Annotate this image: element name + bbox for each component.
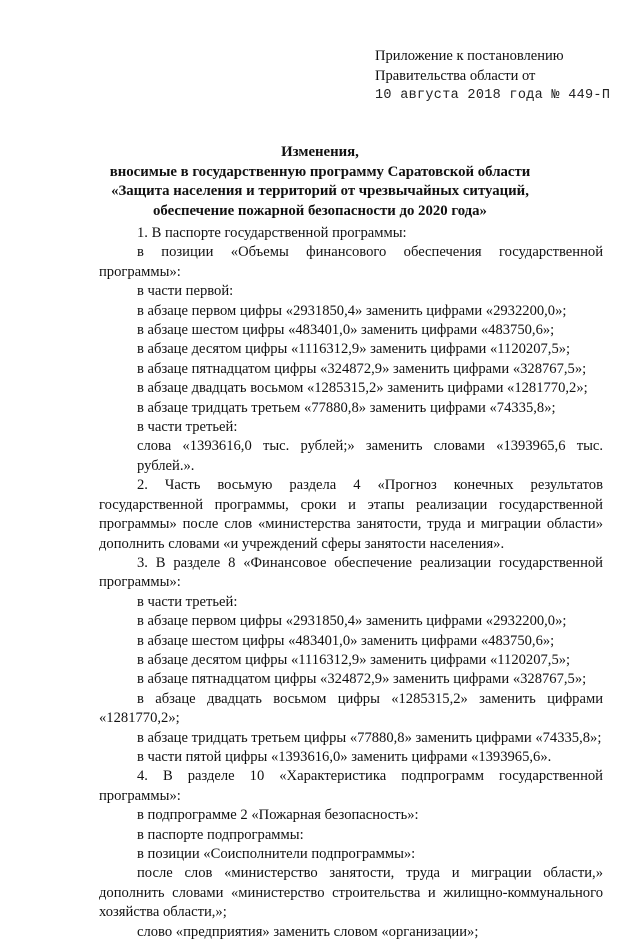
paragraph: в позиции «Объемы финансового обеспечения государственной программы»: [99, 244, 603, 280]
paragraph: 1. В паспорте государственной программы: [137, 225, 407, 241]
paragraph: в части третьей: [137, 593, 238, 610]
paragraph: в абзаце первом цифры «2931850,4» заменить цифрами «2932200,0»; [137, 302, 567, 319]
appendix-line-2: Правительства области от [375, 67, 536, 84]
decree-date-stamp: 10 августа 2018 года № 449-П [375, 88, 611, 103]
paragraph: в абзаце десятом цифры «1116312,9» заменить цифрами «1120207,5»; [137, 651, 571, 668]
paragraph: 2. Часть восьмую раздела 4 «Прогноз конечных результатов государственной программы, сроки и этапы реализации государственной программы» после слов «министерства занятости, труда и миграции области» дополнить словами «и учреждений сферы занятости населения». [99, 477, 603, 552]
paragraph: в абзаце тридцать третьем цифры «77880,8» заменить цифрами «74335,8»; [137, 729, 602, 746]
paragraph: в абзаце первом цифры «2931850,4» заменить цифрами «2932200,0»; [137, 613, 567, 630]
paragraph: в абзаце двадцать восьмом «1285315,2» заменить цифрами «1281770,2»; [137, 380, 588, 397]
paragraph: 3. В разделе 8 «Финансовое обеспечение реализации государственной программы»: [99, 554, 603, 591]
appendix-line-1: Приложение к постановлению [375, 48, 564, 64]
paragraph: в абзаце шестом цифры «483401,0» заменить цифрами «483750,6»; [137, 632, 555, 649]
paragraph: в позиции «Соисполнители подпрограммы»: [137, 846, 416, 862]
title-line-3: «Защита населения и территорий от чрезвычайных ситуаций, [111, 183, 529, 199]
paragraph: в абзаце десятом цифры «1116312,9» заменить цифрами «1120207,5»; [137, 341, 571, 358]
paragraph: в части первой: [137, 283, 234, 300]
paragraph: в абзаце тридцать третьем «77880,8» заменить цифрами «74335,8»; [137, 399, 556, 416]
title-line-2: вносимые в государственную программу Саратовской области [109, 163, 531, 180]
paragraph: в части третьей: [137, 419, 238, 436]
paragraph: слово «предприятия» заменить словом «организации»; [137, 923, 479, 940]
title-line-4: обеспечение пожарной безопасности до 2020 года» [153, 202, 487, 219]
paragraph: слова «1393616,0 тыс. рублей;» заменить словами «1393965,6 тыс. рублей.». [137, 438, 603, 474]
appendix-header [375, 47, 610, 106]
paragraph: после слов «министерство занятости, труда и миграции области,» дополнить словами «министерство строительства и жилищно-коммунального хозяйства области,»; [99, 865, 603, 921]
paragraph: в паспорте подпрограммы: [137, 826, 304, 843]
paragraph: в абзаце двадцать восьмом цифры «1285315,2» заменить цифрами «1281770,2»; [99, 690, 603, 727]
paragraph: в абзаце шестом цифры «483401,0» заменить цифрами «483750,6»; [137, 322, 555, 339]
paragraph: в части пятой цифры «1393616,0» заменить цифрами «1393965,6». [137, 748, 552, 765]
paragraph: в абзаце пятнадцатом цифры «324872,9» заменить цифрами «328767,5»; [137, 671, 587, 688]
paragraph: 4. В разделе 10 «Характеристика подпрограмм государственной программы»: [99, 768, 603, 804]
document-body [99, 224, 603, 942]
paragraph: в подпрограмме 2 «Пожарная безопасность»: [137, 807, 419, 824]
title-line-1: Изменения, [281, 144, 359, 160]
document-title [0, 143, 640, 221]
paragraph: в абзаце пятнадцатом цифры «324872,9» заменить цифрами «328767,5»; [137, 360, 587, 377]
